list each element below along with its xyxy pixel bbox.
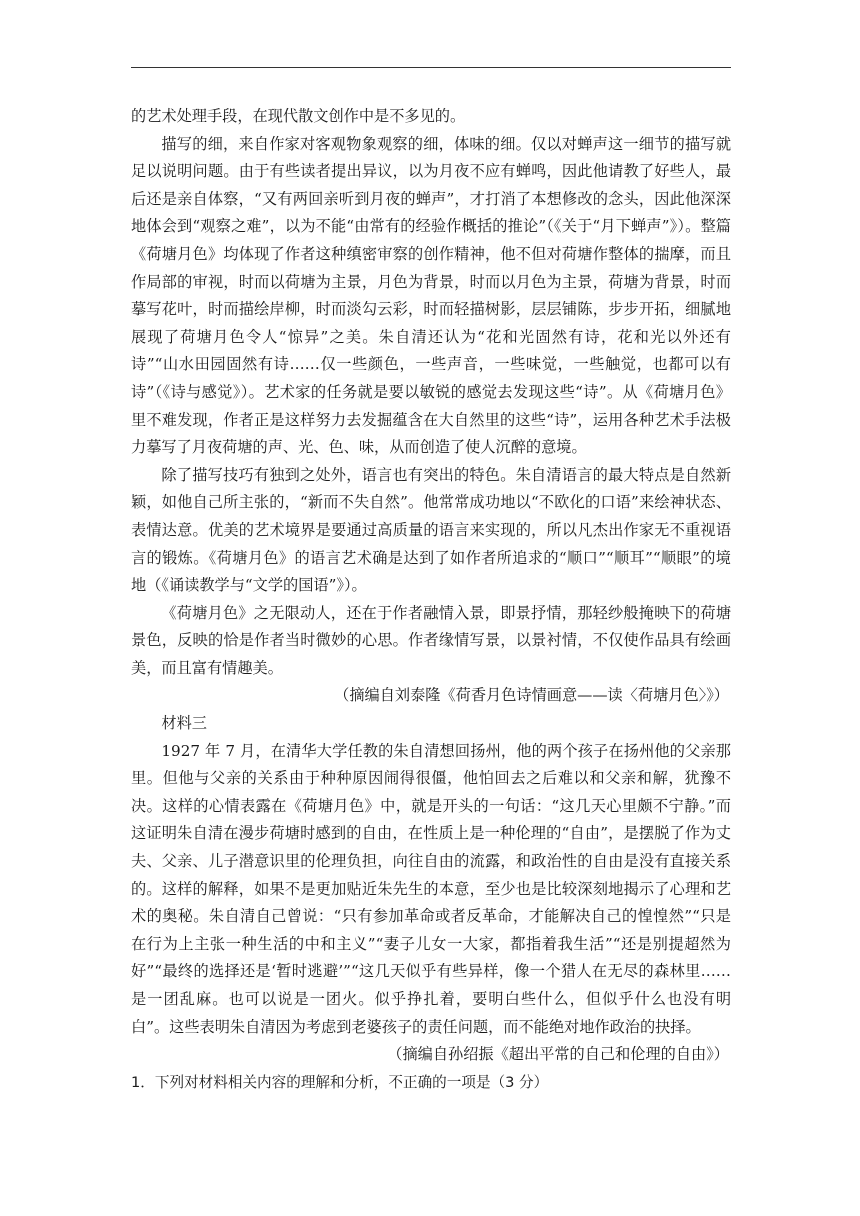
source-citation-2: （摘编自刘泰隆《荷香月色诗情画意——读〈荷塘月色〉》） bbox=[334, 686, 729, 705]
paragraph-language: 除了描写技巧有独到之处外，语言也有突出的特色。朱自清语言的最大特点是自然新颖，如他自己所主张的，“新而不失自然”。他常常成功地以“不欧化的口语”来绘神状态、表情达意。优美的艺术境界是要通过高质量的语言来实现的，所以凡杰出作家无不重视语言的锻炼。《荷塘月色》的语言艺术确是达到了如作者所追求的“顺口”“顺耳”“顺眼”的境地（《诵读教学与“文学的国语”》）。 bbox=[131, 465, 731, 595]
question-1: 1．下列对材料相关内容的理解和分析，不正确的一项是（3 分） bbox=[131, 1073, 549, 1091]
header-rule bbox=[131, 67, 731, 68]
paragraph-continuation: 的艺术处理手段，在现代散文创作中是不多见的。 bbox=[131, 107, 466, 125]
source-citation-3: （摘编自孙绍振《超出平常的自己和伦理的自由》） bbox=[387, 1045, 729, 1064]
material-3-heading: 材料三 bbox=[161, 714, 207, 733]
paragraph-observation: 描写的细，来自作家对客观物象观察的细，体味的细。仅以对蝉声这一细节的描写就足以说明问题。由于有些读者提出异议，以为月夜不应有蝉鸣，因此他请教了好些人，最后还是亲自体察，“又有两回亲听到月夜的蝉声”，才打消了本想修改的念头，因此他深深地体会到“观察之难”，以为不能“由常有的经验作概括的推论”（《关于“月下蝉声”》）。整篇《荷塘月色》均体现了作者这种缜密审察的创作精神，他不但对荷塘作整体的揣摩，而且作局部的审视，时而以荷塘为主景，月色为背景，时而以月色为主景，荷塘为背景，时而摹写花叶，时而描绘岸柳，时而淡勾云彩，时而轻描树影，层层铺陈，步步开拓，细腻地展现了荷塘月色令人“惊异”之美。朱自清还认为“花和光固然有诗，花和光以外还有诗”“山水田园固然有诗……仅一些颜色，一些声音，一些味觉，一些触觉，也都可以有诗”（《诗与感觉》）。艺术家的任务就是要以敏锐的感觉去发现这些“诗”。从《荷塘月色》里不难发现，作者正是这样努力去发掘蕴含在大自然里的这些“诗”，运用各种艺术手法极力摹写了月夜荷塘的声、光、色、味，从而创造了使人沉醉的意境。 bbox=[131, 134, 731, 457]
material-3-paragraph: 1927 年 7 月，在清华大学任教的朱自清想回扬州，他的两个孩子在扬州他的父亲那里。但他与父亲的关系由于种种原因闹得很僵，他怕回去之后难以和父亲和解，犹豫不决。这样的心情表露在《荷塘月色》中，就是开头的一句话：“这几天心里颇不宁静。”而这证明朱自清在漫步荷塘时感到的自由，在性质上是一种伦理的“自由”，是摆脱了作为丈夫、父亲、儿子潜意识里的伦理负担，向往自由的流露，和政治性的自由是没有直接关系的。这样的解释，如果不是更加贴近朱先生的本意，至少也是比较深刻地揭示了心理和艺术的奥秘。朱自清自己曾说：“只有参加革命或者反革命，才能解决自己的惶惶然”“只是在行为上主张一种生活的中和主义”“妻子儿女一大家，都指着我生活”“还是别提超然为好”“最终的选择还是‘暂时逃避’”“这几天似乎有些异样，像一个猎人在无尽的森林里……是一团乱麻。也可以说是一团火。似乎挣扎着，要明白些什么，但似乎什么也没有明白”。这些表明朱自清因为考虑到老婆孩子的责任问题，而不能绝对地作政治的抉择。 bbox=[131, 741, 731, 1036]
article-body bbox=[131, 103, 731, 1096]
paragraph-emotion: 《荷塘月色》之无限动人，还在于作者融情入景，即景抒情，那轻纱般掩映下的荷塘景色，反映的恰是作者当时微妙的心思。作者缘情写景，以景衬情，不仅使作品具有绘画美，而且富有情趣美。 bbox=[131, 603, 731, 677]
